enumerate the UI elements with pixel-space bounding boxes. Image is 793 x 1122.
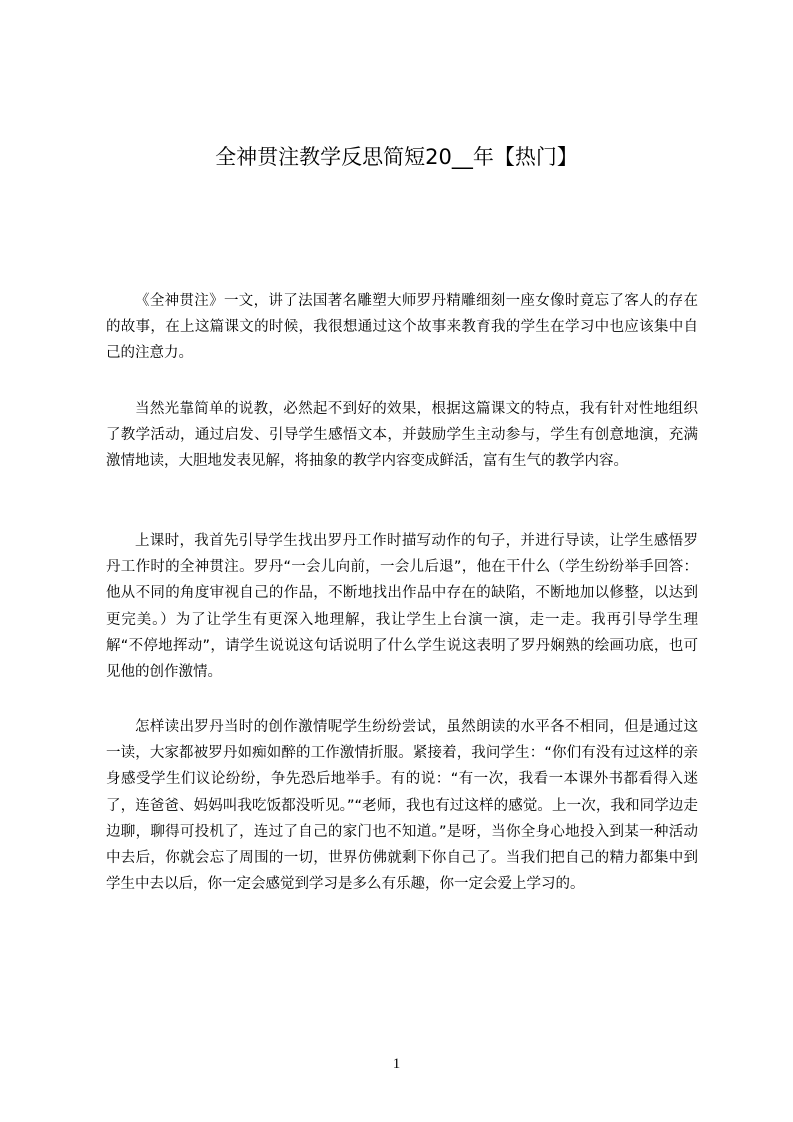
paragraph-2: 当然光靠简单的说教，必然起不到好的效果，根据这篇课文的特点，我有针对性地组织了教学活动，通过启发、引导学生感悟文本，并鼓励学生主动参与，学生有创意地演，充满激情地读，大胆地发表见解，将抽象的教学内容变成鲜活，富有生气的教学内容。 [106,401,698,470]
page-number: 1 [392,1056,401,1072]
paragraph-1: 《全神贯注》一文，讲了法国著名雕塑大师罗丹精雕细刻一座女像时竟忘了客人的存在的故事，在上这篇课文的时候，我很想通过这个故事来教育我的学生在学习中也应该集中自己的注意力。 [106,293,698,362]
paragraph-3: 上课时，我首先引导学生找出罗丹工作时描写动作的句子，并进行导读，让学生感悟罗丹工作时的全神贯注。罗丹“一会儿向前，一会儿后退”，他在干什么（学生纷纷举手回答：他从不同的角度审视自己的作品，不断地找出作品中存在的缺陷，不断地加以修整，以达到更完美。）为了让学生有更深入地理解，我让学生上台演一演，走一走。我再引导学生理解“不停地挥动”，请学生说说这句话说明了什么学生说这表明了罗丹娴熟的绘画功底，也可见他的创作激情。 [106,533,698,681]
paragraph-4: 怎样读出罗丹当时的创作激情呢学生纷纷尝试，虽然朗读的水平各不相同，但是通过这一读，大家都被罗丹如痴如醉的工作激情折服。紧接着，我问学生：“你们有没有过这样的亲身感受学生们议论纷纷，争先恐后地举手。有的说：“有一次，我看一本课外书都看得入迷了，连爸爸、妈妈叫我吃饭都没听见。”“老师，我也有过这样的感觉。上一次，我和同学边走边聊，聊得可投机了，连过了自己的家门也不知道。”是呀，当你全身心地投入到某一种活动中去后，你就会忘了周围的一切，世界仿佛就剩下你自己了。当我们把自己的精力都集中到学生中去以后，你一定会感觉到学习是多么有乐趣，你一定会爱上学习的。 [106,719,698,893]
document-title: 全神贯注教学反思简短20__年【热门】 [215,145,578,169]
